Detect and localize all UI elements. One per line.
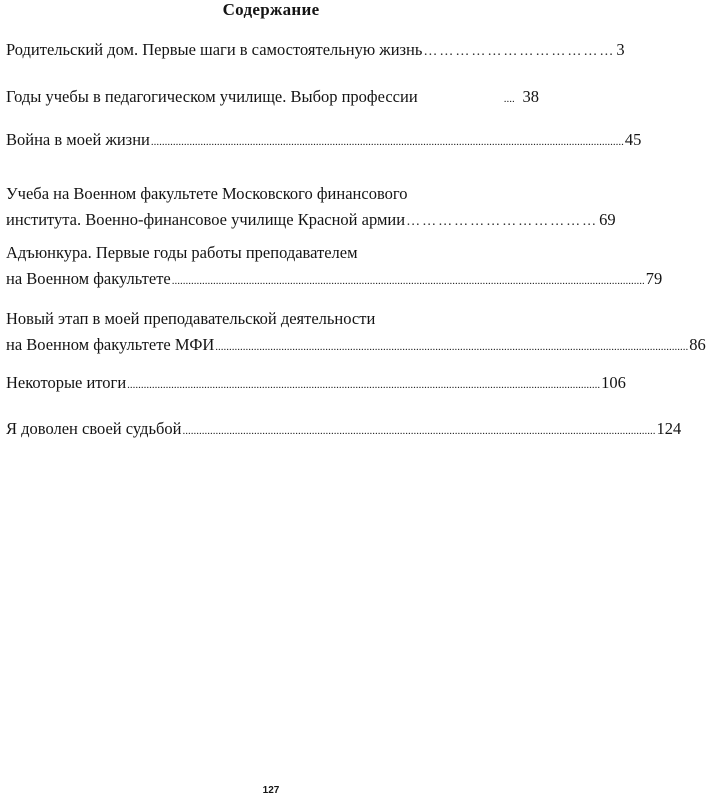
toc-entry-title: на Военном факультете МФИ [6, 335, 215, 354]
toc-entry-title: на Военном факультете [6, 269, 171, 288]
toc-line [6, 332, 706, 360]
toc-entry [6, 127, 642, 155]
page-number: 127 [262, 785, 280, 796]
toc-entry-title: Родительский дом. Первые шаги в самостоятельную жизнь [6, 40, 423, 59]
toc-line [6, 240, 539, 266]
dot-leader: ……………………………… [406, 214, 599, 229]
toc-entry-title: института. Военно-финансовое училище Красной армии [6, 210, 406, 229]
dot-leader: ............................................................................................................................................................................ [182, 425, 656, 437]
toc-entry [6, 306, 706, 360]
toc-entry-title: Я доволен своей судьбой [6, 419, 182, 438]
toc-line [6, 416, 682, 444]
dot-leader: ............................................................................................................................................................................ [150, 136, 624, 148]
toc-line [6, 127, 642, 155]
dot-leader: .... [503, 93, 518, 105]
toc-line [6, 306, 539, 332]
toc-entry [6, 84, 539, 112]
toc-page-number: 38 [522, 87, 539, 106]
toc-page-number: 86 [689, 335, 706, 354]
dot-leader: ............................................................................................................................................................................ [127, 379, 601, 391]
toc-line [6, 181, 539, 207]
toc-entry-title-line: Новый этап в моей преподавательской деятельности [6, 309, 376, 328]
toc-line [6, 266, 663, 294]
toc-entry-title-line: Учеба на Военном факультете Московского финансового [6, 184, 408, 203]
toc-entry [6, 181, 616, 235]
toc-entry-title: Годы учебы в педагогическом училище. Выбор профессии [6, 87, 418, 106]
toc-page-number: 79 [645, 269, 663, 288]
toc-page-number: 45 [624, 130, 642, 149]
toc-line [6, 37, 625, 65]
toc-line [6, 84, 539, 112]
dot-leader: ……………………………… [423, 44, 616, 59]
toc-entry [6, 37, 625, 65]
toc-line [6, 207, 616, 235]
toc-entry-title-line: Адъюнкура. Первые годы работы преподавателем [6, 243, 358, 262]
toc-entry [6, 240, 663, 294]
page-title: Содержание [222, 0, 320, 19]
toc-entry [6, 370, 626, 398]
toc-line [6, 370, 626, 398]
toc-page-number: 69 [599, 210, 616, 229]
toc-entry-title: Некоторые итоги [6, 373, 127, 392]
toc-entry [6, 416, 682, 444]
toc-page-number: 106 [601, 373, 626, 392]
dot-leader: ............................................................................................................................................................................ [171, 275, 645, 287]
dot-leader: ............................................................................................................................................................................ [215, 341, 689, 353]
toc-page-number: 3 [616, 40, 625, 59]
toc-page-number: 124 [656, 419, 682, 438]
toc-entry-title: Война в моей жизни [6, 130, 150, 149]
